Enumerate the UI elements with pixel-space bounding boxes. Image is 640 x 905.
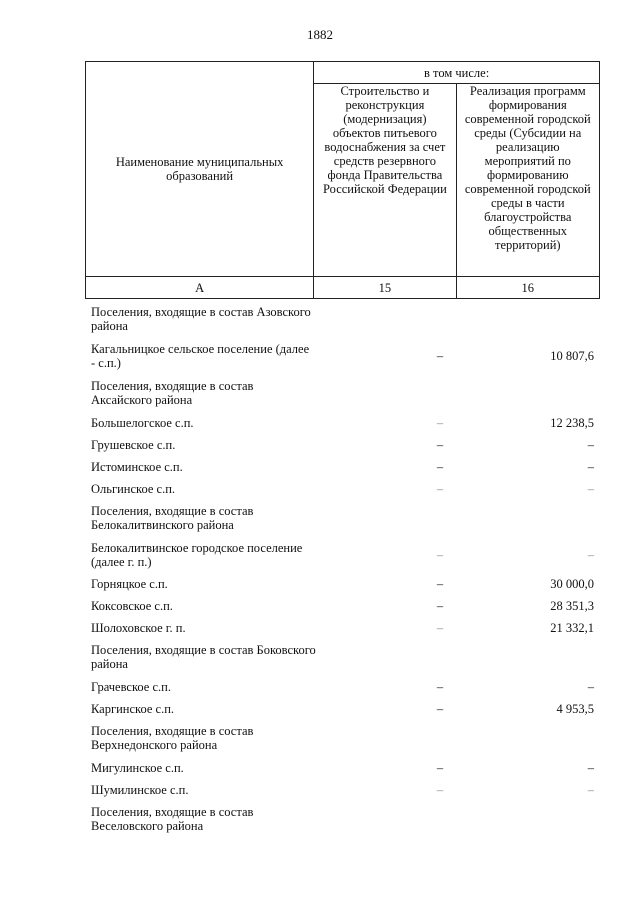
row-value-16: – (587, 548, 594, 562)
row-value-15: – (436, 460, 444, 474)
header-col-16: Реализация программ формирования современной городской среды (Субсидии на реализацию мероприятий по формированию современной городской среды в части благоустройства общественных территорий) (456, 84, 599, 277)
row-value-15: – (436, 548, 444, 562)
row-value-15: – (436, 599, 444, 613)
header-group: в том числе: (314, 62, 600, 84)
row-name: Горняцкое с.п. (91, 577, 168, 591)
row-name: Грачевское с.п. (91, 680, 171, 694)
header-col-name: Наименование муниципальных образований (86, 62, 314, 277)
row-value-15: – (436, 577, 444, 591)
row-name: Белокалитвинское городское поселение (далее г. п.) (91, 541, 303, 569)
row-value-16: – (587, 482, 594, 496)
row-value-15: – (436, 438, 444, 452)
row-name: Шолоховское г. п. (91, 621, 186, 635)
row-value-16: – (587, 761, 594, 775)
row-name: Шумилинское с.п. (91, 783, 189, 797)
row-value-15: – (436, 621, 444, 635)
row-name: Истоминское с.п. (91, 460, 183, 474)
row-name: Поселения, входящие в состав Белокалитвинского района (91, 504, 254, 532)
header-index-16: 16 (456, 277, 599, 299)
row-value-16: 21 332,1 (550, 621, 594, 635)
row-name: Поселения, входящие в состав Боковского района (91, 643, 316, 671)
row-value-15: – (436, 680, 444, 694)
header-index-15: 15 (314, 277, 456, 299)
row-value-16: 12 238,5 (550, 416, 594, 430)
row-name: Поселения, входящие в состав Азовского района (91, 305, 311, 333)
row-name: Кагальницкое сельское поселение (далее - с.п.) (91, 342, 310, 370)
row-value-15: – (436, 702, 444, 716)
row-name: Мигулинское с.п. (91, 761, 184, 775)
row-value-15: – (436, 349, 444, 363)
header-col-15: Строительство и реконструкция (модернизация) объектов питьевого водоснабжения за счет средств резервного фонда Правительства Российской Федерации (314, 84, 456, 277)
row-name: Поселения, входящие в состав Веселовского района (91, 805, 254, 833)
row-value-15: – (436, 783, 444, 797)
row-value-16: – (587, 460, 594, 474)
row-value-15: – (436, 416, 444, 430)
row-value-16: 4 953,5 (556, 702, 594, 716)
header-index-a: А (86, 277, 314, 299)
row-name: Поселения, входящие в состав Аксайского района (91, 379, 254, 407)
row-name: Коксовское с.п. (91, 599, 173, 613)
row-name: Грушевское с.п. (91, 438, 176, 452)
row-name: Большелогское с.п. (91, 416, 194, 430)
row-name: Каргинское с.п. (91, 702, 175, 716)
row-value-16: 10 807,6 (550, 349, 594, 363)
row-value-15: – (436, 761, 444, 775)
row-value-16: – (587, 680, 594, 694)
row-name: Ольгинское с.п. (91, 482, 176, 496)
row-value-16: 30 000,0 (550, 577, 594, 591)
row-value-15: – (436, 482, 444, 496)
row-value-16: 28 351,3 (550, 599, 594, 613)
page-number: 1882 (307, 27, 333, 42)
row-name: Поселения, входящие в состав Верхнедонского района (91, 724, 254, 752)
row-value-16: – (587, 438, 594, 452)
row-value-16: – (587, 783, 594, 797)
